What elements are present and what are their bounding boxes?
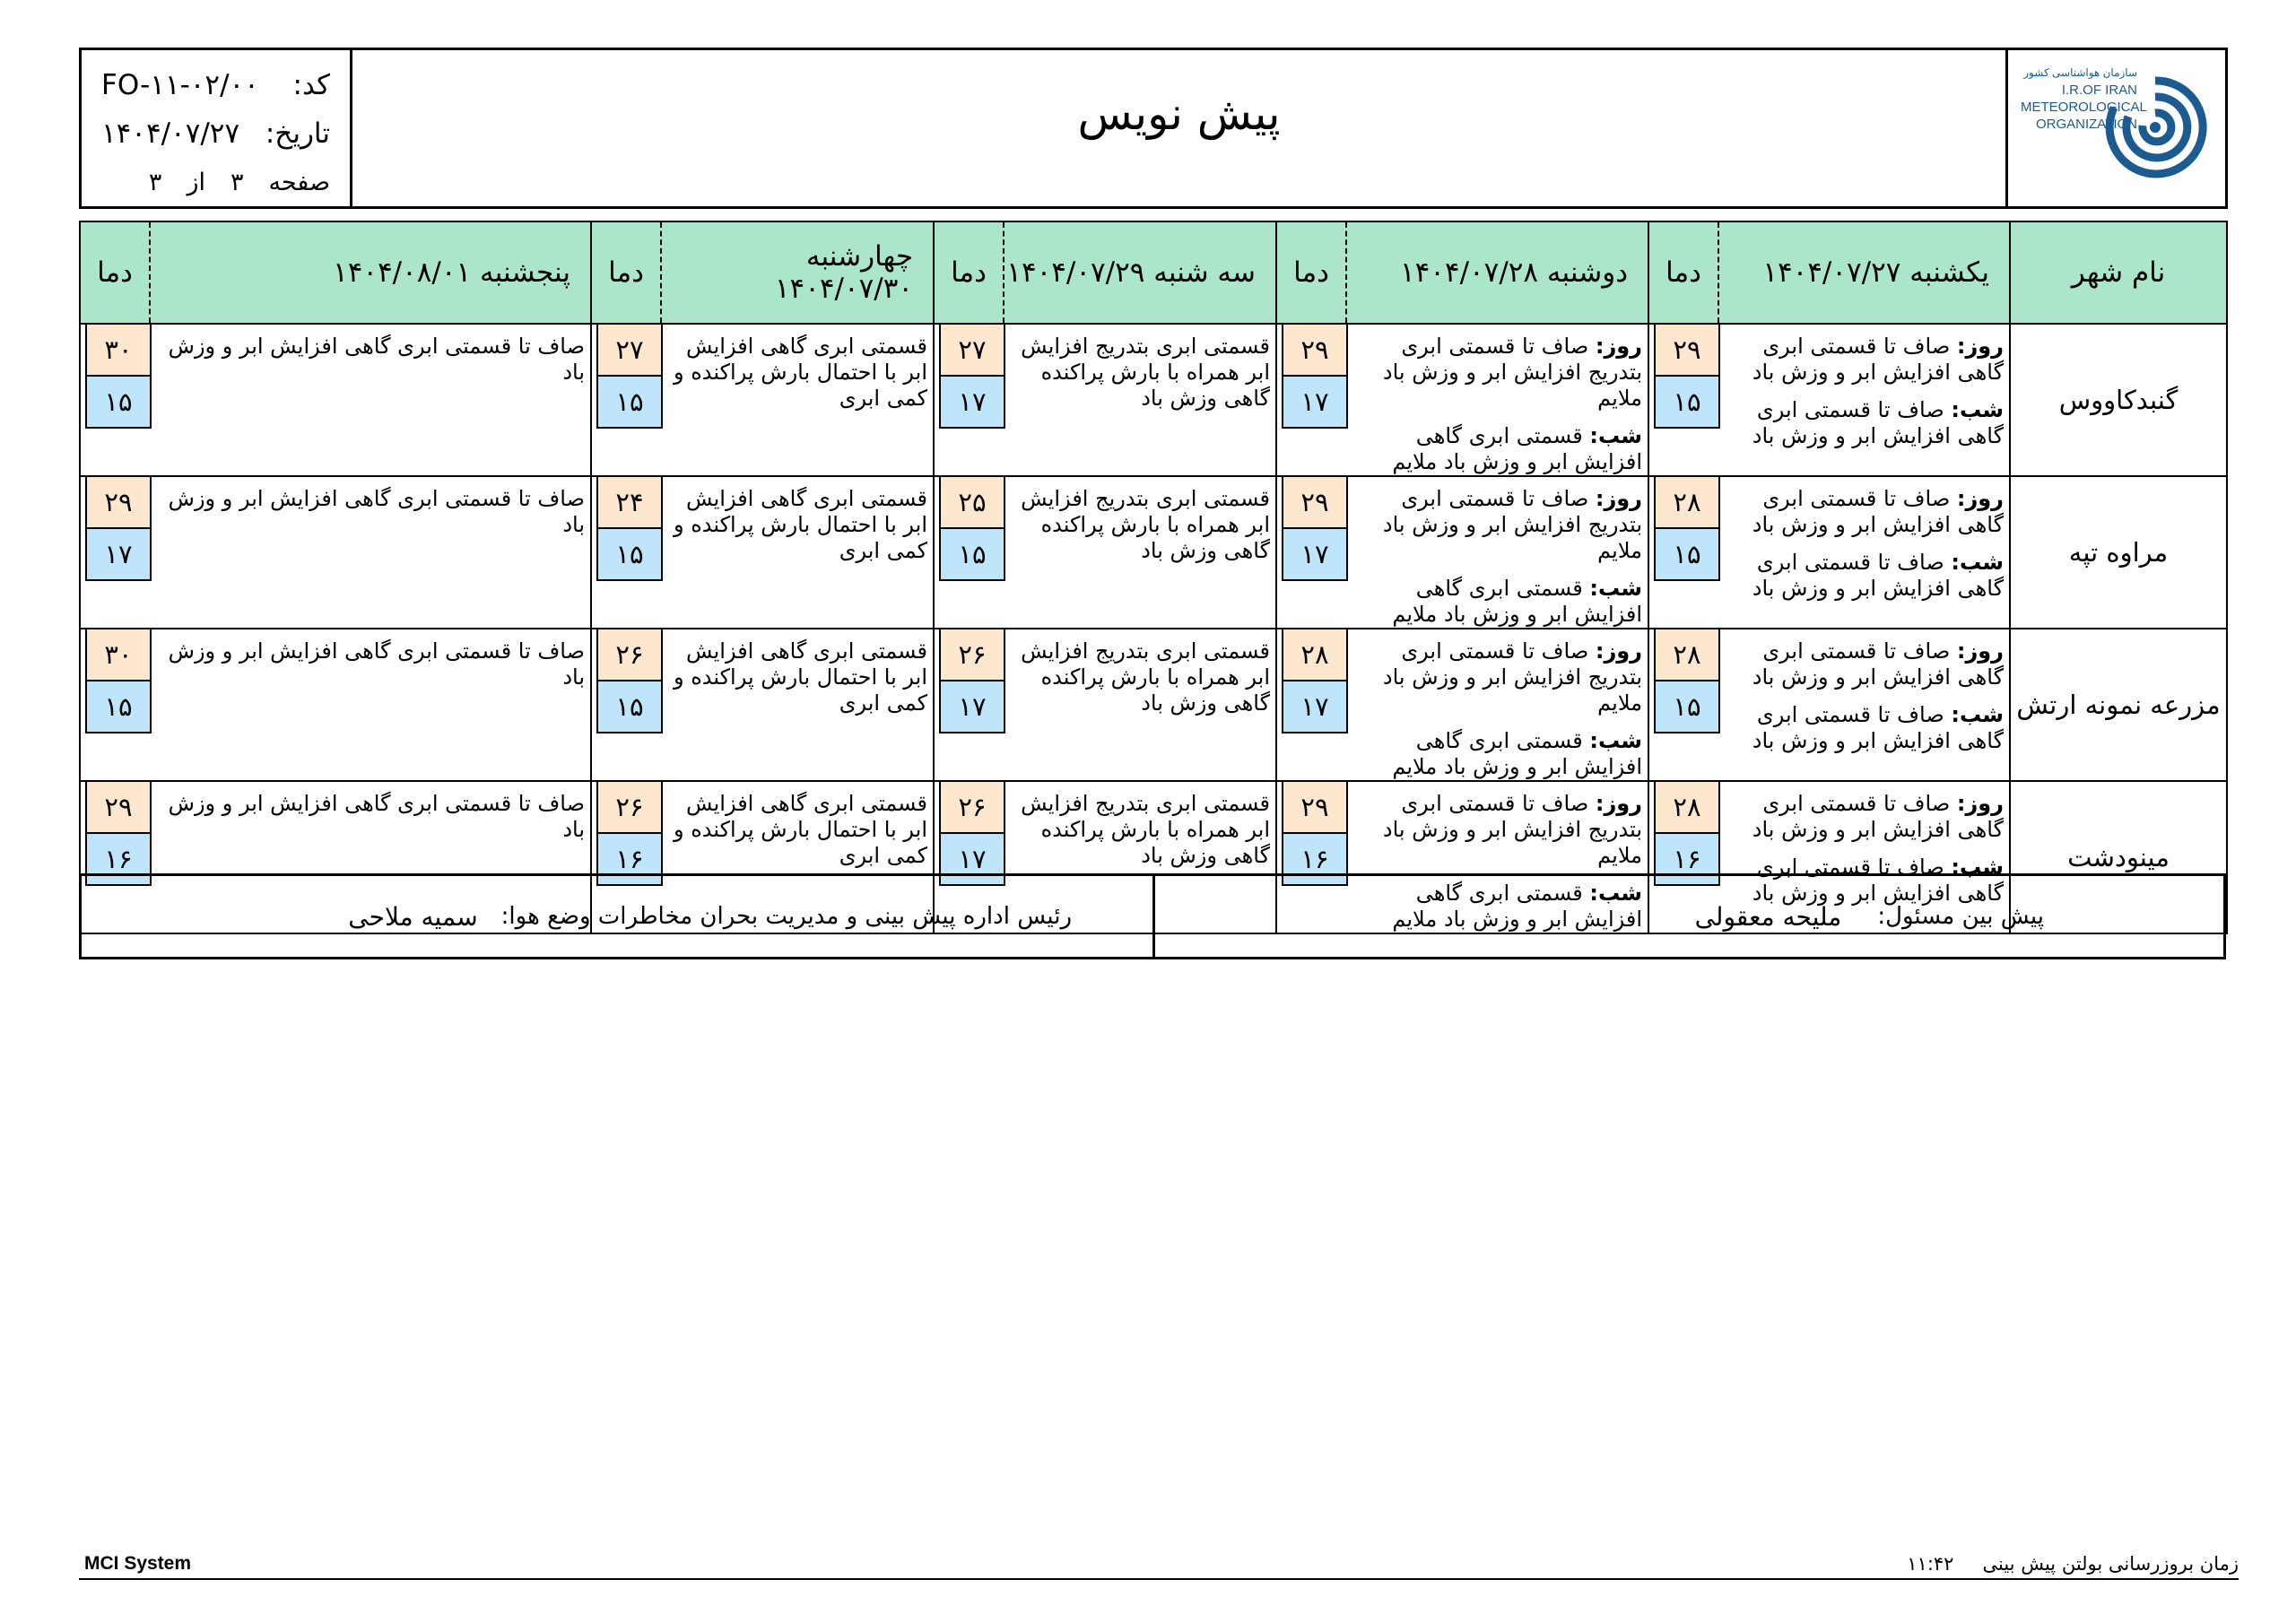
day-column-header: چهارشنبه ۱۴۰۴/۰۷/۳۰ xyxy=(661,221,934,324)
max-temp: ۲۶ xyxy=(939,780,1005,834)
max-temp: ۲۸ xyxy=(1654,475,1720,529)
day-forecast xyxy=(1353,334,1642,412)
min-temp: ۱۷ xyxy=(1282,375,1348,429)
temperature-cell xyxy=(591,324,661,476)
min-temp: ۱۷ xyxy=(939,680,1005,733)
meteorological-organization-logo-icon xyxy=(2101,72,2209,188)
night-label: شب: xyxy=(1951,702,2004,727)
forecast-table xyxy=(79,221,2228,934)
min-temp: ۱۶ xyxy=(1654,832,1720,886)
day-label: روز: xyxy=(1595,791,1642,816)
temp-column-header: دما xyxy=(80,221,150,324)
page-number: ۳ xyxy=(230,168,244,196)
logo-text-fa: سازمان هواشناسی کشور xyxy=(2023,66,2137,79)
temperature-cell xyxy=(1648,324,1718,476)
day-forecast xyxy=(1726,638,2004,690)
temp-column-header: دما xyxy=(1276,221,1346,324)
min-temp: ۱۵ xyxy=(596,680,663,733)
forecast-text: قسمتی ابری گاهی افزایش ابر با احتمال بارش پراکنده و کمی ابری xyxy=(674,638,927,716)
min-temp: ۱۵ xyxy=(939,527,1005,581)
forecast-description xyxy=(661,629,934,781)
min-temp: ۱۵ xyxy=(1654,527,1720,581)
night-text: قسمتی ابری گاهی افزایش ابر و وزش باد ملایم xyxy=(1392,728,1642,779)
forecaster-label: پیش بین مسئول: xyxy=(1877,903,2044,930)
temperature-cell xyxy=(1648,476,1718,629)
table-body xyxy=(80,324,2227,933)
min-temp: ۱۵ xyxy=(85,375,152,429)
day-label: روز: xyxy=(1956,638,2004,664)
temperature-cell xyxy=(934,476,1004,629)
forecaster-cell xyxy=(1152,876,2223,957)
page-footer xyxy=(79,1549,2239,1580)
city-name: گنبدکاووس xyxy=(2010,324,2227,476)
night-label: شب: xyxy=(1589,881,1642,906)
night-label: شب: xyxy=(1589,576,1642,601)
max-temp: ۲۹ xyxy=(1654,323,1720,377)
forecast-description xyxy=(150,629,591,781)
forecast-text: قسمتی ابری گاهی افزایش ابر با احتمال بارش پراکنده و کمی ابری xyxy=(674,334,927,411)
night-text: صاف تا قسمتی ابری گاهی افزایش ابر و وزش باد xyxy=(1752,702,2004,753)
day-column-header: دوشنبه ۱۴۰۴/۰۷/۲۸ xyxy=(1346,221,1648,324)
temperature-cell xyxy=(80,629,150,781)
night-label: شب: xyxy=(1589,423,1642,448)
forecast-text: قسمتی ابری بتدریج افزایش ابر همراه با بارش پراکنده گاهی وزش باد xyxy=(1021,334,1270,411)
forecast-description xyxy=(1718,629,2010,781)
day-forecast xyxy=(1353,638,1642,716)
forecast-description xyxy=(150,476,591,629)
date-label: تاریخ: xyxy=(265,117,330,150)
forecast-description xyxy=(1346,476,1648,629)
day-column-header: یکشنبه ۱۴۰۴/۰۷/۲۷ xyxy=(1718,221,2010,324)
night-forecast xyxy=(1353,728,1642,780)
night-forecast xyxy=(1353,576,1642,628)
logo-text-en-2: METEOROLOGICAL xyxy=(2021,100,2147,115)
forecast-description xyxy=(661,476,934,629)
temperature-cell xyxy=(934,629,1004,781)
night-text: قسمتی ابری گاهی افزایش ابر و وزش باد ملایم xyxy=(1392,423,1642,474)
day-text: صاف تا قسمتی ابری بتدریج افزایش ابر و وزش باد ملایم xyxy=(1382,791,1642,868)
night-text: صاف تا قسمتی ابری گاهی افزایش ابر و وزش باد xyxy=(1752,550,2004,601)
logo-text-en-3: ORGANIZATION xyxy=(2035,117,2137,132)
day-label: روز: xyxy=(1956,791,2004,816)
page-label: صفحه xyxy=(268,168,330,196)
temperature-cell xyxy=(591,629,661,781)
night-forecast xyxy=(1353,423,1642,475)
temp-column-header: دما xyxy=(591,221,661,324)
night-forecast xyxy=(1726,550,2004,602)
max-temp: ۲۶ xyxy=(596,628,663,681)
system-name: MCI System xyxy=(84,1553,192,1574)
forecast-description xyxy=(1718,476,2010,629)
max-temp: ۲۶ xyxy=(596,780,663,834)
table-row xyxy=(80,324,2227,476)
forecast-text: قسمتی ابری گاهی افزایش ابر با احتمال بارش پراکنده و کمی ابری xyxy=(674,486,927,563)
min-temp: ۱۷ xyxy=(939,375,1005,429)
day-text: صاف تا قسمتی ابری گاهی افزایش ابر و وزش باد xyxy=(1752,791,2004,842)
document-title: پیش نویس xyxy=(1077,88,1281,140)
night-forecast xyxy=(1726,702,2004,754)
min-temp: ۱۷ xyxy=(1282,680,1348,733)
day-text: صاف تا قسمتی ابری بتدریج افزایش ابر و وزش باد ملایم xyxy=(1382,334,1642,411)
max-temp: ۲۸ xyxy=(1282,628,1348,681)
max-temp: ۲۶ xyxy=(939,628,1005,681)
max-temp: ۲۹ xyxy=(85,780,152,834)
forecast-text: صاف تا قسمتی ابری گاهی افزایش ابر و وزش باد xyxy=(168,486,585,537)
min-temp: ۱۷ xyxy=(1282,527,1348,581)
page-total: ۳ xyxy=(148,168,162,196)
forecast-text: قسمتی ابری بتدریج افزایش ابر همراه با بارش پراکنده گاهی وزش باد xyxy=(1021,791,1270,868)
max-temp: ۲۸ xyxy=(1654,780,1720,834)
min-temp: ۱۵ xyxy=(85,680,152,733)
temperature-cell xyxy=(1648,629,1718,781)
min-temp: ۱۷ xyxy=(85,527,152,581)
page-row xyxy=(101,158,330,206)
day-forecast xyxy=(1353,791,1642,869)
min-temp: ۱۶ xyxy=(85,832,152,886)
forecast-text: قسمتی ابری بتدریج افزایش ابر همراه با بارش پراکنده گاهی وزش باد xyxy=(1021,638,1270,716)
temperature-cell xyxy=(80,324,150,476)
night-forecast xyxy=(1726,397,2004,449)
max-temp: ۲۹ xyxy=(1282,475,1348,529)
max-temp: ۲۹ xyxy=(1282,323,1348,377)
date-value: ۱۴۰۴/۰۷/۲۷ xyxy=(101,117,240,150)
page-of: از xyxy=(187,168,205,196)
night-text: قسمتی ابری گاهی افزایش ابر و وزش باد ملایم xyxy=(1392,576,1642,627)
code-label: کد: xyxy=(292,69,330,101)
day-text: صاف تا قسمتی ابری گاهی افزایش ابر و وزش باد xyxy=(1752,486,2004,537)
day-column-header: سه شنبه ۱۴۰۴/۰۷/۲۹ xyxy=(1004,221,1276,324)
head-name: سمیه ملاحی xyxy=(348,901,478,932)
max-temp: ۲۷ xyxy=(939,323,1005,377)
day-label: روز: xyxy=(1595,334,1642,359)
forecast-description xyxy=(1718,324,2010,476)
forecast-description xyxy=(1346,324,1648,476)
forecast-text: قسمتی ابری گاهی افزایش ابر با احتمال بارش پراکنده و کمی ابری xyxy=(674,791,927,868)
update-info xyxy=(1907,1553,2239,1575)
city-name: مزرعه نمونه ارتش xyxy=(2010,629,2227,781)
max-temp: ۲۴ xyxy=(596,475,663,529)
day-text: صاف تا قسمتی ابری گاهی افزایش ابر و وزش باد xyxy=(1752,638,2004,690)
min-temp: ۱۵ xyxy=(596,527,663,581)
head-label: رئیس اداره پیش بینی و مدیریت بحران مخاطرات وضع هوا: xyxy=(500,903,1072,930)
night-label: شب: xyxy=(1951,550,2004,575)
forecast-description xyxy=(1346,629,1648,781)
logo-text-en-1: I.R.OF IRAN xyxy=(2061,82,2137,98)
min-temp: ۱۷ xyxy=(939,832,1005,886)
min-temp: ۱۶ xyxy=(1282,832,1348,886)
night-text: صاف تا قسمتی ابری گاهی افزایش ابر و وزش باد xyxy=(1752,397,2004,448)
code-row xyxy=(101,61,330,109)
city-column-header: نام شهر xyxy=(2010,221,2227,324)
min-temp: ۱۵ xyxy=(596,375,663,429)
night-label: شب: xyxy=(1589,728,1642,753)
min-temp: ۱۶ xyxy=(596,832,663,886)
day-forecast xyxy=(1726,486,2004,538)
temperature-cell xyxy=(1276,476,1346,629)
max-temp: ۳۰ xyxy=(85,628,152,681)
night-text: صاف تا قسمتی ابری گاهی افزایش ابر و وزش باد xyxy=(1752,855,2004,906)
day-label: روز: xyxy=(1595,486,1642,511)
max-temp: ۲۵ xyxy=(939,475,1005,529)
city-name: مینودشت xyxy=(2010,781,2227,933)
document-header xyxy=(79,48,2228,209)
temp-column-header: دما xyxy=(934,221,1004,324)
min-temp: ۱۵ xyxy=(1654,375,1720,429)
table-row xyxy=(80,629,2227,781)
min-temp: ۱۵ xyxy=(1654,680,1720,733)
forecast-description xyxy=(661,324,934,476)
max-temp: ۲۹ xyxy=(1282,780,1348,834)
temperature-cell xyxy=(591,476,661,629)
signature-box xyxy=(79,873,2226,959)
max-temp: ۳۰ xyxy=(85,323,152,377)
temperature-cell xyxy=(1276,324,1346,476)
date-row xyxy=(101,109,330,158)
forecast-description xyxy=(1004,476,1276,629)
temperature-cell xyxy=(934,324,1004,476)
night-label: شب: xyxy=(1951,397,2004,422)
max-temp: ۲۸ xyxy=(1654,628,1720,681)
temperature-cell xyxy=(80,476,150,629)
day-forecast xyxy=(1353,486,1642,564)
day-label: روز: xyxy=(1595,638,1642,664)
code-value: FO-۱۱-۰۲/۰۰ xyxy=(101,69,259,101)
day-forecast xyxy=(1726,791,2004,843)
document-meta xyxy=(82,50,352,206)
logo xyxy=(2005,50,2225,206)
day-label: روز: xyxy=(1956,334,2004,359)
city-name: مراوه تپه xyxy=(2010,476,2227,629)
update-time: ۱۱:۴۲ xyxy=(1907,1553,1954,1575)
day-forecast xyxy=(1726,334,2004,386)
update-label: زمان بروزرسانی بولتن پیش بینی xyxy=(1982,1553,2239,1575)
forecast-description xyxy=(150,324,591,476)
day-text: صاف تا قسمتی ابری گاهی افزایش ابر و وزش باد xyxy=(1752,334,2004,385)
day-column-header: پنجشنبه ۱۴۰۴/۰۸/۰۱ xyxy=(150,221,591,324)
forecast-text: صاف تا قسمتی ابری گاهی افزایش ابر و وزش باد xyxy=(168,334,585,385)
max-temp: ۲۹ xyxy=(85,475,152,529)
forecast-description xyxy=(1004,629,1276,781)
forecaster-name: ملیحه معقولی xyxy=(1694,901,1842,932)
temperature-cell xyxy=(1276,629,1346,781)
night-text: قسمتی ابری گاهی افزایش ابر و وزش باد ملایم xyxy=(1392,881,1642,932)
temp-column-header: دما xyxy=(1648,221,1718,324)
night-label: شب: xyxy=(1951,855,2004,880)
forecast-text: صاف تا قسمتی ابری گاهی افزایش ابر و وزش باد xyxy=(168,791,585,842)
table-row xyxy=(80,476,2227,629)
max-temp: ۲۷ xyxy=(596,323,663,377)
day-label: روز: xyxy=(1956,486,2004,511)
table-header-row xyxy=(80,221,2227,324)
day-text: صاف تا قسمتی ابری بتدریج افزایش ابر و وزش باد ملایم xyxy=(1382,638,1642,716)
forecast-text: صاف تا قسمتی ابری گاهی افزایش ابر و وزش باد xyxy=(168,638,585,690)
head-cell xyxy=(82,876,1152,957)
forecast-text: قسمتی ابری بتدریج افزایش ابر همراه با بارش پراکنده گاهی وزش باد xyxy=(1021,486,1270,563)
forecast-description xyxy=(1004,324,1276,476)
day-text: صاف تا قسمتی ابری بتدریج افزایش ابر و وزش باد ملایم xyxy=(1382,486,1642,563)
